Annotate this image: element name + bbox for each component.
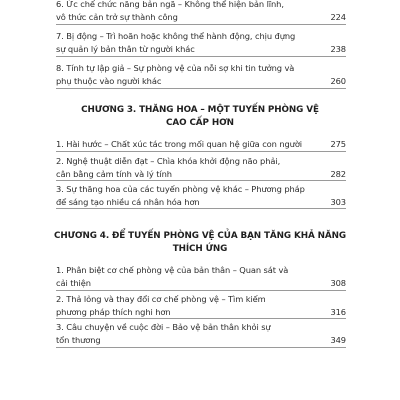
toc-entry (56, 30, 346, 55)
toc-entry-line: 3. Câu chuyện về cuộc đời – Bảo vệ bản thân khỏi sự (56, 322, 271, 332)
entry-divider (56, 88, 346, 89)
toc-entry-line: 7. Bị động – Trì hoãn hoặc không thể hành động, chịu đựng (56, 31, 296, 41)
toc-page-number: 260 (330, 75, 346, 86)
toc-page-number: 349 (330, 334, 346, 345)
toc-entry-line: 3. Sự thăng hoa của các tuyến phòng vệ khác – Phương pháp (56, 184, 305, 194)
toc-entry-line: 1. Hài hước – Chất xúc tác trong mối quan hệ giữa con người (56, 139, 303, 149)
toc-entry-line: 1. Phân biệt cơ chế phòng vệ của bản thân – Quan sát và (56, 265, 289, 275)
toc-entry-line: cải thiện (56, 277, 91, 288)
entry-divider (56, 24, 346, 25)
toc-entry (56, 321, 346, 346)
chapter-heading (40, 104, 360, 129)
toc-page-number: 238 (330, 43, 346, 54)
toc-page-number: 224 (330, 11, 346, 22)
toc-entry (56, 264, 346, 289)
toc-entry-line: tổn thương (56, 334, 101, 345)
chapter-heading-line: CHƯƠNG 3. THĂNG HOA – MỘT TUYẾN PHÒNG VỆ (81, 105, 319, 115)
toc-page-number: 275 (330, 139, 346, 149)
entry-divider (56, 208, 346, 209)
toc-entry (56, 293, 346, 318)
toc-entry-line: 2. Thả lỏng và thay đổi cơ chế phòng vệ – Tìm kiếm (56, 294, 266, 304)
toc-entry (56, 0, 346, 23)
chapter-heading (40, 230, 360, 255)
entry-divider (56, 56, 346, 57)
toc-entry-line: 2. Nghệ thuật diễn đạt – Chìa khóa khởi động não phải, (56, 156, 281, 166)
toc-entry-line: phụ thuộc vào người khác (56, 75, 162, 86)
toc-page-number: 316 (330, 306, 346, 317)
toc-entry-line: cân bằng cảm tính và lý tính (56, 168, 172, 179)
entry-divider (56, 151, 346, 152)
entry-divider (56, 318, 346, 319)
toc-entry-line: sự quản lý bản thân từ người khác (56, 43, 195, 54)
chapter-heading-line: CHƯƠNG 4. ĐỂ TUYẾN PHÒNG VỆ CỦA BẠN TĂNG KHẢ NĂNG (54, 231, 346, 241)
toc-entry-line: vô thức cản trở sự thành công (56, 11, 178, 22)
chapter-heading-line: CAO CẤP HƠN (166, 117, 234, 128)
toc-entry (56, 62, 346, 87)
toc-entry-line: 6. Ức chế chức năng bản ngã – Không thể hiện bản lĩnh, (56, 0, 284, 9)
toc-entry-line: phương pháp thích nghi hơn (56, 306, 171, 317)
toc-entry (56, 183, 346, 208)
entry-divider (56, 180, 346, 181)
toc-entry (56, 138, 346, 151)
toc-entry-line: để sáng tạo nhiều cá nhân hóa hơn (56, 196, 200, 207)
toc-entry (56, 155, 346, 180)
chapter-heading-line: THÍCH ỨNG (172, 243, 228, 254)
toc-page-number: 282 (330, 168, 346, 179)
entry-divider (56, 290, 346, 291)
toc-page-number: 303 (330, 196, 346, 207)
toc-entry-line: 8. Tính tự lập giả – Sự phòng vệ của nỗi sợ khi tin tưởng và (56, 63, 295, 73)
entry-divider (56, 347, 346, 348)
toc-page-number: 308 (330, 277, 346, 288)
